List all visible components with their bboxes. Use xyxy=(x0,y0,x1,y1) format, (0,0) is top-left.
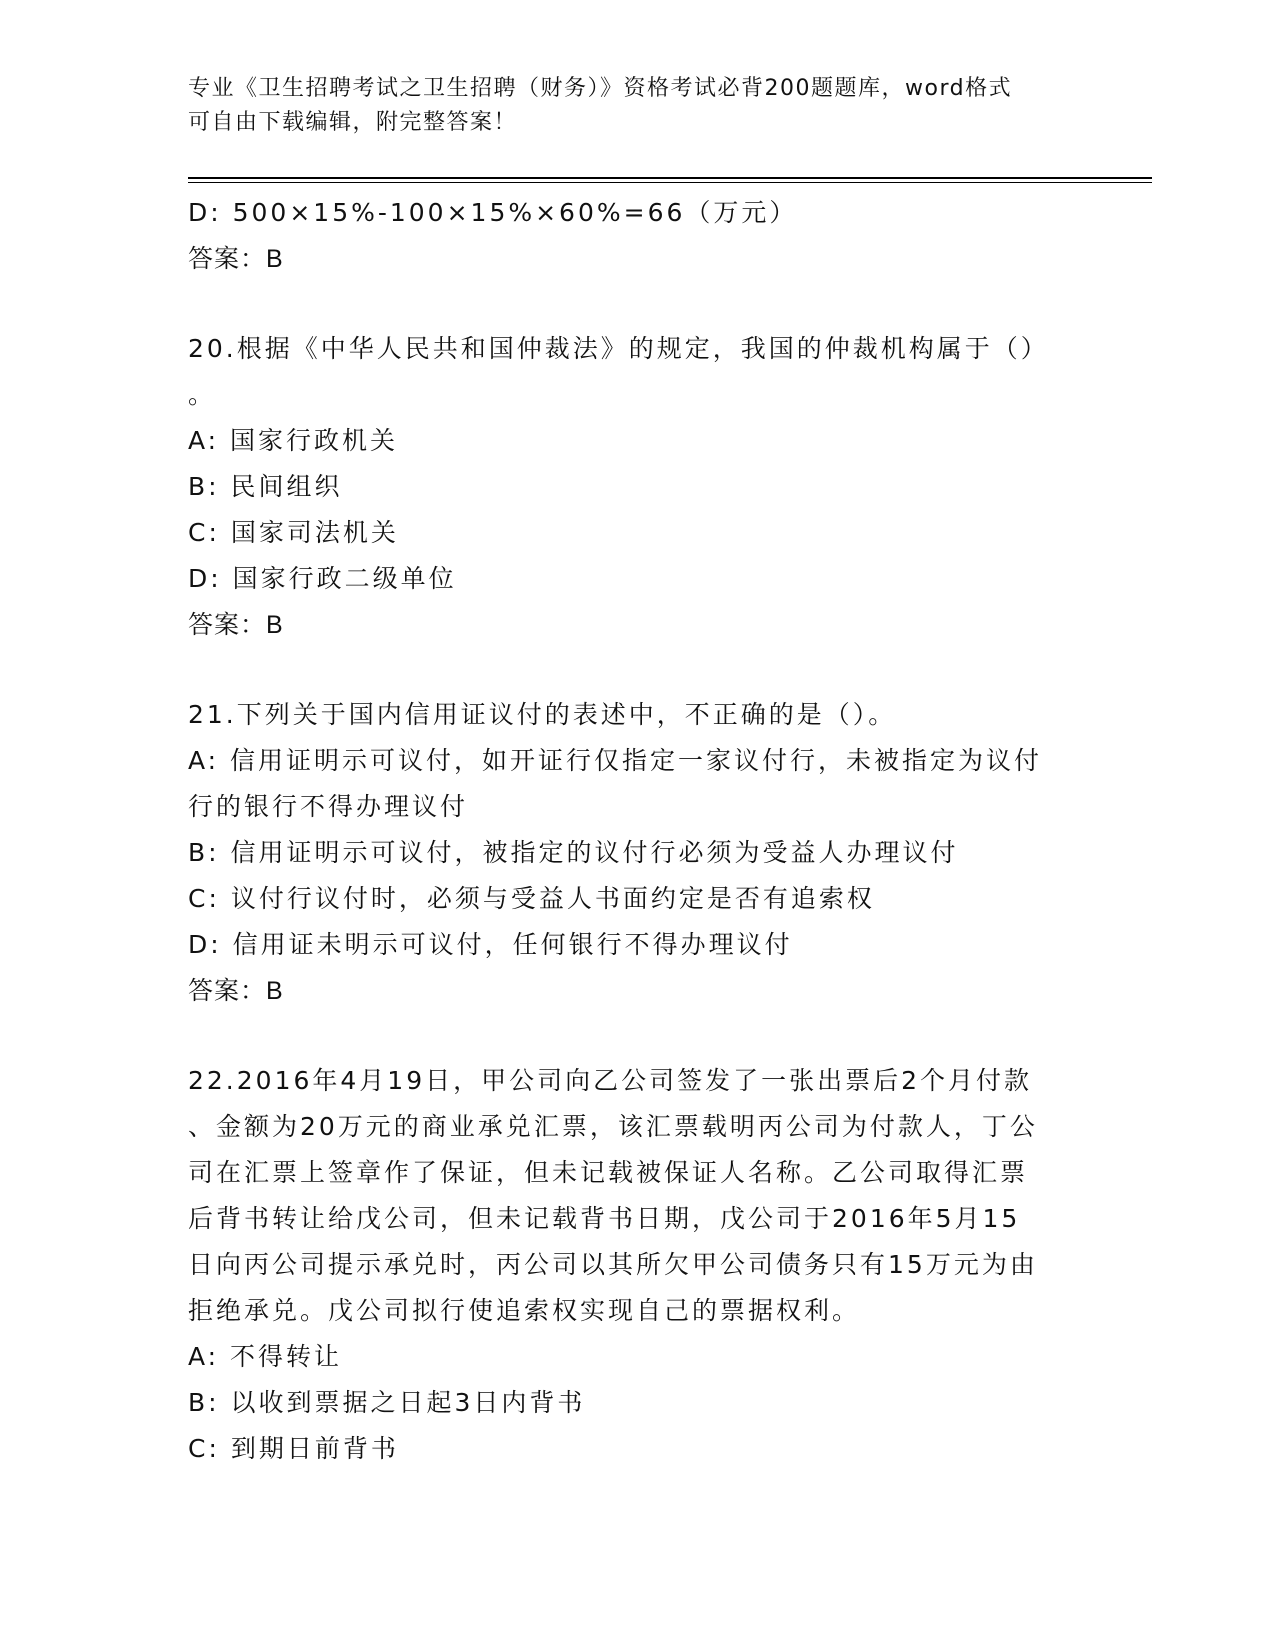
option-c: C: 议付行议付时，必须与受益人书面约定是否有追索权 xyxy=(188,884,875,913)
answer: 答案：B xyxy=(188,245,284,273)
option-b: B: 以收到票据之日起3日内背书 xyxy=(188,1388,586,1417)
option-b: B: 信用证明示可议付，被指定的议付行必须为受益人办理议付 xyxy=(188,838,959,867)
spacer xyxy=(188,1014,1088,1058)
question-20 xyxy=(188,326,1088,648)
answer: 答案：B xyxy=(188,611,284,639)
option-c: C: 到期日前背书 xyxy=(188,1434,399,1463)
option-c: C: 国家司法机关 xyxy=(188,518,399,547)
previous-question-tail xyxy=(188,190,1088,282)
question-stem-cont: 司在汇票上签章作了保证，但未记载被保证人名称。乙公司取得汇票 xyxy=(188,1158,1029,1187)
question-22 xyxy=(188,1058,1088,1472)
option-a-cont: 行的银行不得办理议付 xyxy=(188,792,469,821)
question-stem-cont: 拒绝承兑。戊公司拟行使追索权实现自己的票据权利。 xyxy=(188,1296,861,1325)
option-a: A: 国家行政机关 xyxy=(188,426,399,455)
option-d: D: 国家行政二级单位 xyxy=(188,564,457,593)
question-stem: 22.2016年4月19日，甲公司向乙公司签发了一张出票后2个月付款 xyxy=(188,1066,1033,1095)
option-a: A: 不得转让 xyxy=(188,1342,343,1371)
header-line-2: 可自由下载编辑，附完整答案！ xyxy=(188,110,518,135)
option-b: B: 民间组织 xyxy=(188,472,343,501)
document-body xyxy=(188,190,1088,1472)
question-stem: 20.根据《中华人民共和国仲裁法》的规定，我国的仲裁机构属于（） xyxy=(188,334,1049,363)
answer: 答案：B xyxy=(188,977,284,1005)
spacer xyxy=(188,648,1088,692)
question-21 xyxy=(188,692,1088,1014)
header-line-1: 专业《卫生招聘考试之卫生招聘（财务）》资格考试必背200题题库，word格式 xyxy=(188,76,1013,101)
option-d: D: 信用证未明示可议付，任何银行不得办理议付 xyxy=(188,930,793,959)
question-stem-cont: 日向丙公司提示承兑时，丙公司以其所欠甲公司债务只有15万元为由 xyxy=(188,1250,1038,1279)
header-divider-thin xyxy=(188,182,1152,183)
question-stem-cont: 。 xyxy=(188,380,217,409)
question-stem-cont: 、金额为20万元的商业承兑汇票，该汇票载明丙公司为付款人，丁公 xyxy=(188,1112,1038,1141)
document-header xyxy=(188,72,1068,140)
header-divider-thick xyxy=(188,177,1152,179)
option-a: A: 信用证明示可议付，如开证行仅指定一家议付行，未被指定为议付 xyxy=(188,746,1043,775)
question-stem-cont: 后背书转让给戊公司，但未记载背书日期，戊公司于2016年5月15 xyxy=(188,1204,1021,1233)
option-d: D: 500×15%-100×15%×60%=66（万元） xyxy=(188,198,798,227)
question-stem: 21.下列关于国内信用证议付的表述中，不正确的是（）。 xyxy=(188,700,897,729)
spacer xyxy=(188,282,1088,326)
